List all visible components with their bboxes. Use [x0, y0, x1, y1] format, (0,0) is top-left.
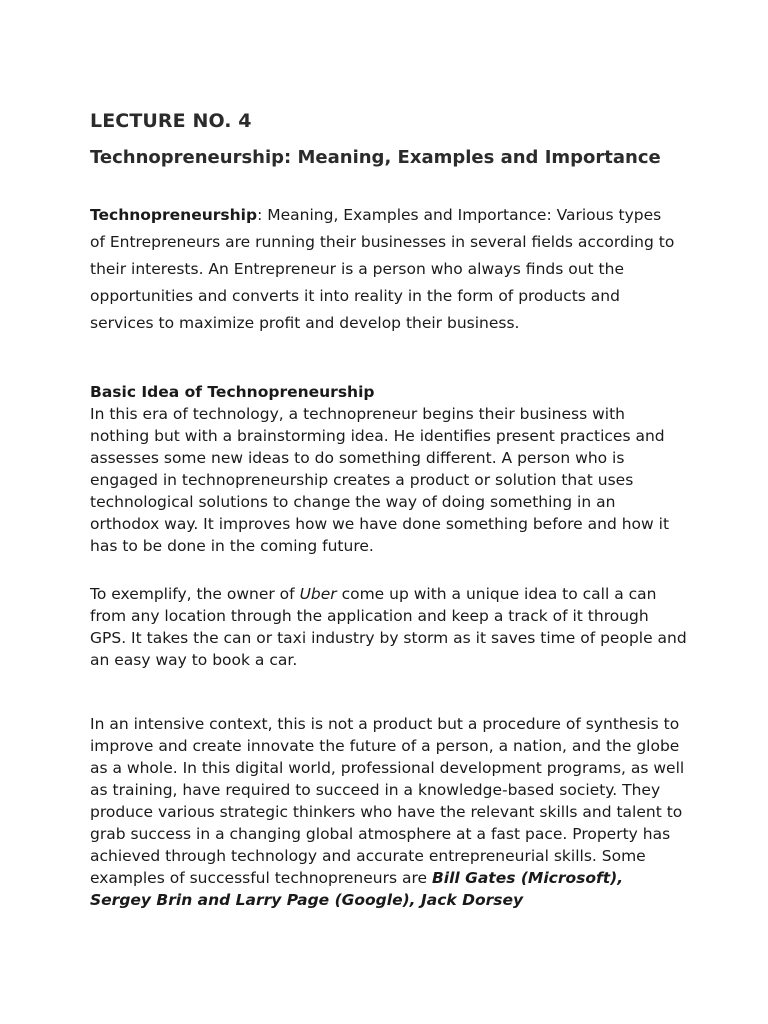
- uber-brand-name: Uber: [299, 585, 337, 603]
- technopreneur-examples: Bill Gates (Microsoft), Sergey Brin and Larry Page (Google), Jack Dorsey: [90, 869, 624, 909]
- basic-idea-heading: Basic Idea of Technopreneurship: [90, 383, 375, 401]
- intro-paragraph: [90, 202, 680, 337]
- intro-body: : Meaning, Examples and Importance: Various types of Entrepreneurs are running their businesses in several fields according to their interests. An Entrepreneur is a person who always finds out the opportunities and converts it into reality in the form of products and services to maximize profit and develop their business.: [90, 206, 675, 332]
- lecture-number: LECTURE NO. 4: [90, 110, 252, 132]
- uber-example-before: To exemplify, the owner of: [90, 585, 300, 603]
- uber-example-paragraph: [90, 583, 688, 671]
- basic-idea-paragraph: In this era of technology, a technopreneur begins their business with nothing but with a brainstorming idea. He identifies present practices and assesses some new ideas to do something different. A person who is engaged in technopreneurship creates a product or solution that uses technological solutions to change the way of doing something in an orthodox way. It improves how we have done something before and how it has to be done in the coming future.: [90, 405, 670, 555]
- intro-lead-term: Technopreneurship: [90, 206, 258, 224]
- context-paragraph: [90, 713, 688, 911]
- lecture-title: Technopreneurship: Meaning, Examples and Importance: [90, 147, 661, 168]
- document-page: [90, 108, 690, 911]
- context-text: In an intensive context, this is not a product but a procedure of synthesis to improve and create innovate the future of a person, a nation, and the globe as a whole. In this digital world, professional development programs, as well as training, have required to succeed in a knowledge-based society. They produce various strategic thinkers who have the relevant skills and talent to grab success in a changing global atmosphere at a fast pace. Property has achieved through technology and accurate entrepreneurial skills. Some examples of successful technopreneurs are: [90, 715, 685, 887]
- uber-example-after: come up with a unique idea to call a can from any location through the application and keep a track of it through GPS. It takes the can or taxi industry by storm as it saves time of people and an easy way to book a car.: [90, 585, 687, 669]
